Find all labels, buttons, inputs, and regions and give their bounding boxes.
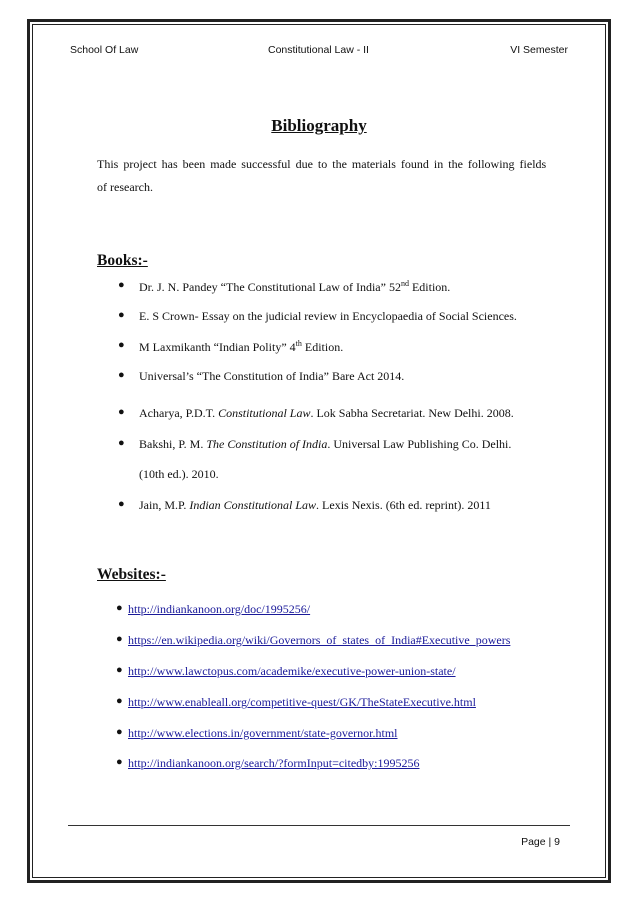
intro-line-1: This project has been made successful due to the materials found in the following fields [97, 157, 547, 171]
website-link[interactable]: http://indiankanoon.org/doc/1995256/ [128, 602, 311, 616]
book-text: Dr. J. N. Pandey “The Constitutional Law of India” 52nd Edition. [139, 279, 451, 294]
header-course: Constitutional Law - II [268, 44, 369, 56]
bullet-dot-icon: ● [116, 664, 123, 676]
bullet-dot-icon: ● [116, 695, 123, 707]
book-text: Bakshi, P. M. The Constitution of India. Universal Law Publishing Co. Delhi. [139, 437, 512, 451]
book-text: Universal’s “The Constitution of India” Bare Act 2014. [139, 369, 405, 383]
bullet-dot-icon: ● [116, 726, 123, 738]
bullet-dot-icon: ● [118, 406, 125, 418]
header-semester: VI Semester [510, 44, 568, 56]
bullet-dot-icon: ● [118, 309, 125, 321]
book-text: M Laxmikanth “Indian Polity” 4th Edition. [139, 339, 344, 354]
book-text-continuation: (10th ed.). 2010. [139, 467, 219, 481]
book-text: Jain, M.P. Indian Constitutional Law. Lexis Nexis. (6th ed. reprint). 2011 [139, 498, 491, 512]
bullet-dot-icon: ● [116, 602, 123, 614]
page-number: Page | 9 [521, 836, 560, 848]
footer-divider [68, 825, 570, 826]
bullet-dot-icon: ● [118, 339, 125, 351]
bullet-dot-icon: ● [118, 437, 125, 449]
header-school: School Of Law [70, 44, 139, 56]
page-title: Bibliography [271, 116, 367, 135]
books-heading: Books:- [97, 252, 148, 269]
website-link[interactable]: http://www.elections.in/government/state-governor.html [128, 726, 398, 740]
website-link[interactable]: http://www.enableall.org/competitive-quest/GK/TheStateExecutive.html [128, 695, 476, 709]
bullet-dot-icon: ● [118, 369, 125, 381]
website-link[interactable]: https://en.wikipedia.org/wiki/Governors_of_states_of_India#Executive_powers [128, 633, 511, 647]
website-link[interactable]: http://indiankanoon.org/search/?formInput=citedby:1995256 [128, 756, 420, 770]
website-link[interactable]: http://www.lawctopus.com/academike/executive-power-union-state/ [128, 664, 456, 678]
intro-line-2: of research. [97, 180, 153, 194]
websites-heading: Websites:- [97, 566, 166, 583]
bullet-dot-icon: ● [118, 279, 125, 291]
book-text: Acharya, P.D.T. Constitutional Law. Lok Sabha Secretariat. New Delhi. 2008. [139, 406, 514, 420]
bullet-dot-icon: ● [116, 756, 123, 768]
bullet-dot-icon: ● [118, 498, 125, 510]
bullet-dot-icon: ● [116, 633, 123, 645]
book-text: E. S Crown- Essay on the judicial review in Encyclopaedia of Social Sciences. [139, 309, 517, 323]
